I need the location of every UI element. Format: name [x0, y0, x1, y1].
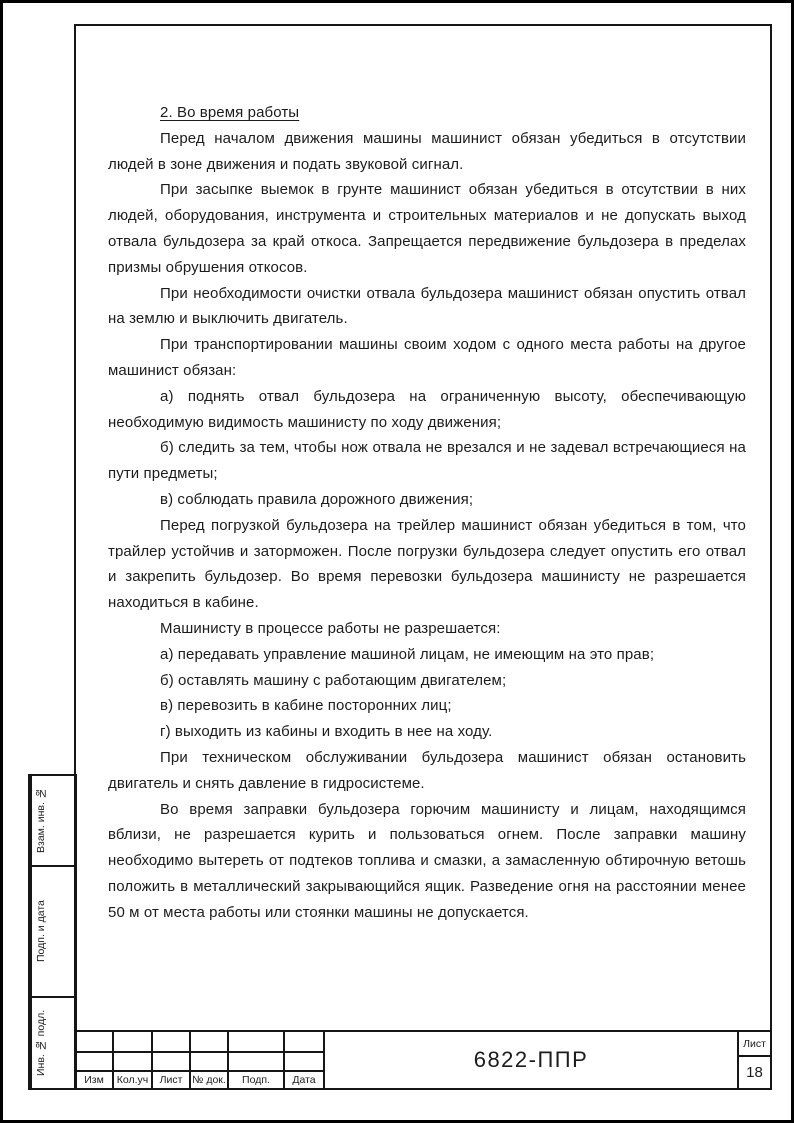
sheet-label-cell: Лист [739, 1032, 770, 1057]
margin-box-podp-data [28, 865, 77, 998]
revision-cell [153, 1053, 191, 1072]
sheet-number-cell: 18 [746, 1064, 763, 1081]
margin-box-empty-cell [50, 776, 75, 865]
paragraph: Перед началом движения машины машинист обязан убедиться в отсутствии людей в зоне движения и подать звуковой сигнал. [108, 129, 746, 173]
revision-table [76, 1032, 325, 1088]
paragraph: Машинисту в процессе работы не разрешается: [160, 619, 501, 637]
column-label-data: Дата [285, 1072, 325, 1088]
paragraph: При необходимости очистки отвала бульдозера машинист обязан опустить отвал на землю и выключить двигатель. [108, 284, 746, 328]
revision-cell [191, 1053, 229, 1072]
revision-cell [285, 1053, 325, 1072]
revision-cell [191, 1032, 229, 1053]
list-item: а) передавать управление машиной лицам, не имеющим на это прав; [160, 645, 655, 663]
margin-box-label: Инв. № подл. [30, 998, 50, 1088]
revision-cell [76, 1032, 114, 1053]
paragraph: Во время заправки бульдозера горючим машинисту и лицам, находящимся вблизи, не разрешается курить и пользоваться огнем. После заправки машину необходимо вытереть от подтеков топлива и смазки, а замасленную обтирочную ветошь положить в металлический закрывающийся ящик. Разведение огня на расстоянии менее 50 м от места работы или стоянки машины не допускается. [108, 800, 746, 921]
margin-box-empty-cell [50, 867, 75, 996]
list-item: а) поднять отвал бульдозера на ограниченную высоту, обеспечивающую необходимую видимость машинисту по ходу движения; [108, 387, 746, 431]
doc-number: 6822-ППР [473, 1047, 589, 1072]
margin-box-vzam-inv [28, 774, 77, 867]
section-heading: 2. Во время работы [160, 104, 300, 121]
paragraph: При транспортировании машины своим ходом с одного места работы на другое машинист обязан: [108, 336, 746, 379]
revision-cell [229, 1053, 285, 1072]
margin-box-empty-cell [50, 998, 75, 1088]
doc-number-cell [325, 1032, 739, 1088]
paragraph: При техническом обслуживании бульдозера машинист обязан остановить двигатель и снять давление в гидросистеме. [108, 748, 746, 792]
revision-cell [229, 1032, 285, 1053]
column-label-izm: Изм [76, 1072, 114, 1088]
content-area [76, 26, 770, 1032]
margin-box-label: Взам. инв. № [30, 776, 50, 865]
list-item: в) перевозить в кабине посторонних лиц; [160, 697, 452, 715]
list-item: б) следить за тем, чтобы нож отвала не врезался и не задевал встречающиеся на пути предметы; [108, 439, 746, 483]
list-item: в) соблюдать правила дорожного движения; [160, 490, 474, 508]
title-block [76, 1030, 770, 1088]
revision-cell [114, 1053, 153, 1072]
column-label-koluch: Кол.уч [114, 1072, 153, 1088]
revision-cell [285, 1032, 325, 1053]
drawing-frame [74, 24, 772, 1090]
revision-cell [153, 1032, 191, 1053]
list-item: б) оставлять машину с работающим двигателем; [160, 671, 507, 689]
sheet-column [739, 1032, 770, 1088]
column-label-ndok: № док. [191, 1072, 229, 1088]
column-label-podp: Подп. [229, 1072, 285, 1088]
paragraph: Перед погрузкой бульдозера на трейлер машинист обязан убедиться в том, что трайлер устойчив и заторможен. После погрузки бульдозера следует опустить его отвал и закрепить бульдозер. Во время перевозки бульдозера машинисту не разрешается находиться в кабине. [108, 516, 746, 612]
revision-cell [114, 1032, 153, 1053]
revision-cell [76, 1053, 114, 1072]
paragraph: При засыпке выемок в грунте машинист обязан убедиться в отсутствии в них людей, оборудования, инструмента и строительных материалов и не допускать выход отвала бульдозера за край откоса. Запрещается передвижение бульдозера в пределах призмы обрушения откосов. [108, 181, 746, 276]
margin-box-inv-podl [28, 996, 77, 1090]
column-label-list: Лист [153, 1072, 191, 1088]
list-item: г) выходить из кабины и входить в нее на ходу. [160, 723, 493, 741]
margin-box-label: Подп. и дата [30, 867, 50, 996]
